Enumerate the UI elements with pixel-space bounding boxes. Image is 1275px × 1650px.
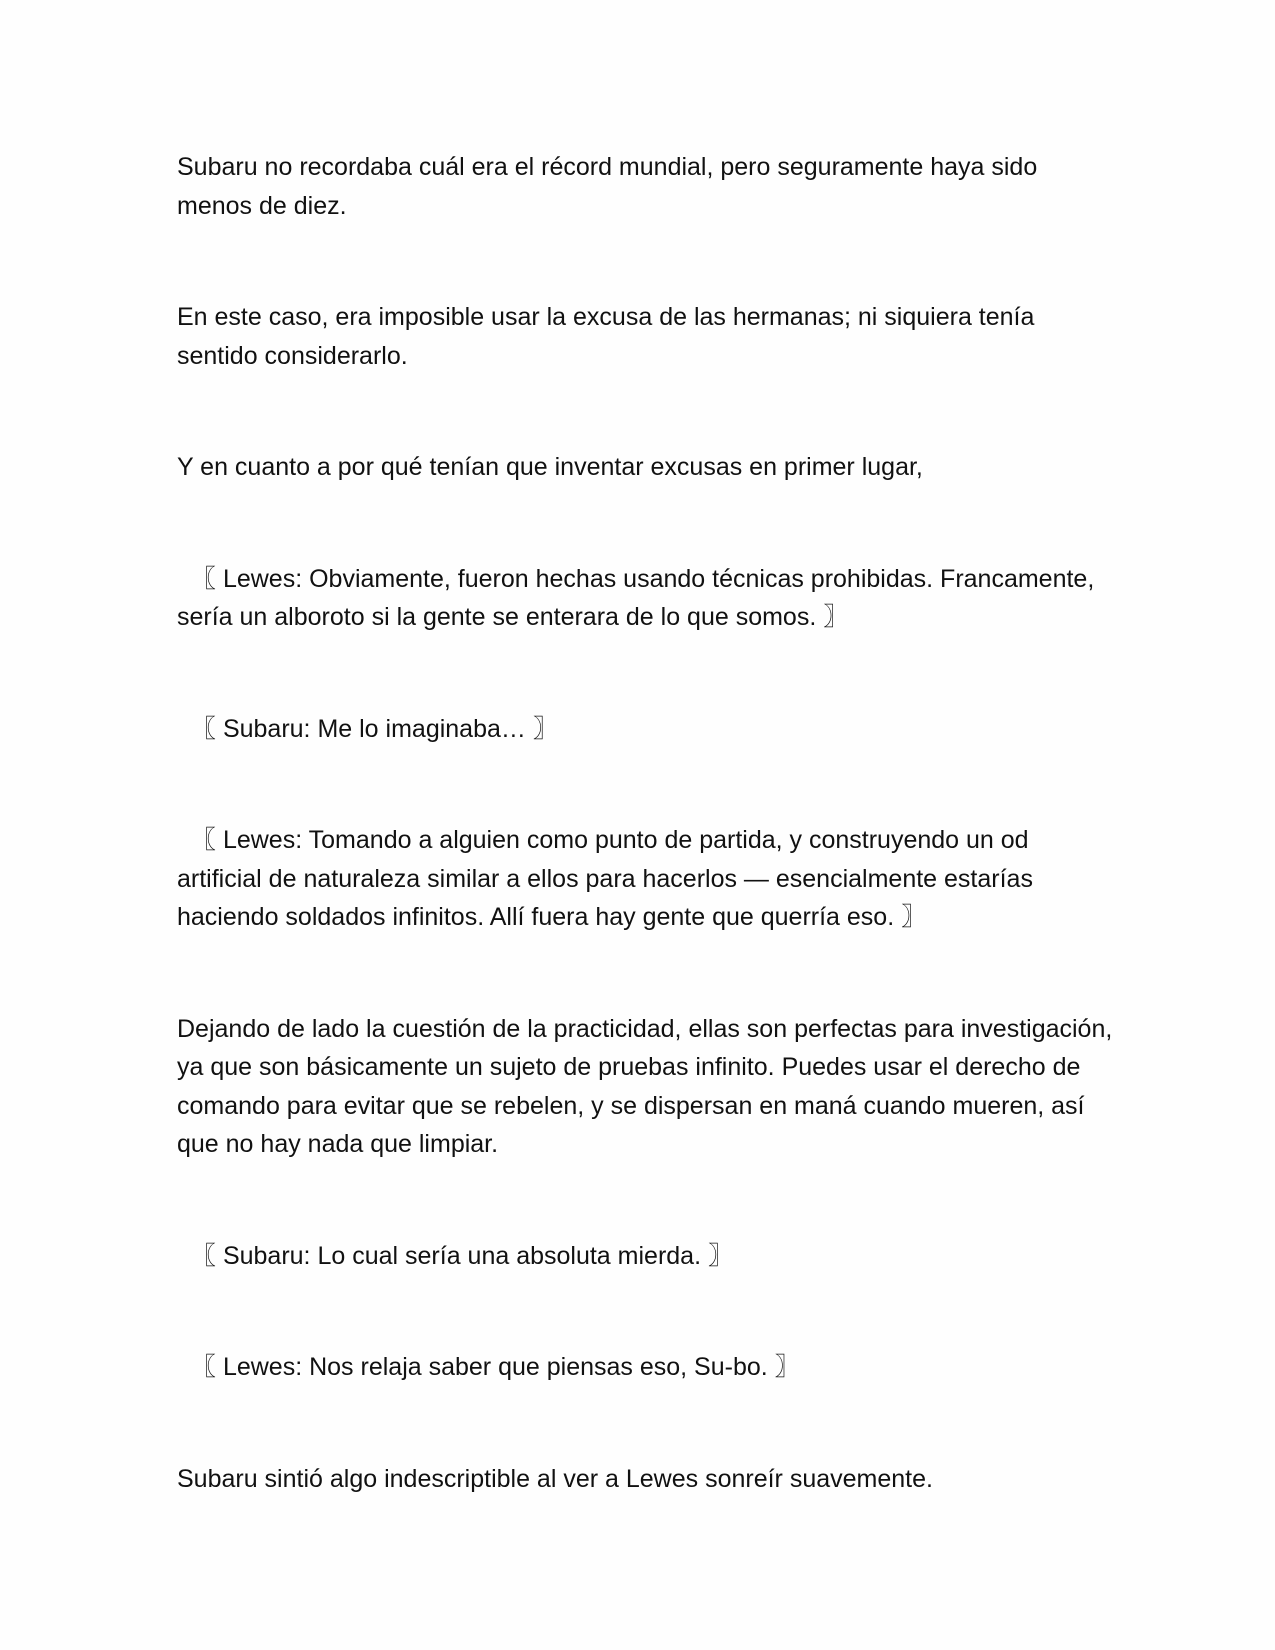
paragraph-dialogue: 〖 Lewes: Nos relaja saber que piensas eso, Su-bo. 〗 (191, 1353, 800, 1381)
paragraph-narration: En este caso, era imposible usar la excusa de las hermanas; ni siquiera tenía sentido considerarlo. (177, 303, 1035, 370)
paragraph-narration: Subaru sintió algo indescriptible al ver a Lewes sonreír suavemente. (177, 1464, 933, 1493)
paragraph-dialogue: 〖 Subaru: Lo cual sería una absoluta mierda. 〗 (191, 1241, 733, 1270)
paragraph-narration: Y en cuanto a por qué tenían que inventar excusas en primer lugar, (177, 453, 923, 481)
paragraph-dialogue: 〖 Lewes: Tomando a alguien como punto de partida, y construyendo un od artificial de naturaleza similar a ellos para hacerlos — esencialmente estarías haciendo soldados infinitos. Allí fuera hay gente que querría eso. 〗 (177, 826, 1033, 931)
paragraph-narration: Dejando de lado la cuestión de la practicidad, ellas son perfectas para investigación, ya que son básicamente un sujeto de pruebas infinito. Puedes usar el derecho de comando para evitar que se rebelen, y se dispersan en maná cuando mueren, así que no hay nada que limpiar. (177, 1014, 1113, 1158)
paragraph-dialogue: 〖 Subaru: Me lo imaginaba… 〗 (191, 714, 558, 743)
paragraph-dialogue: 〖 Lewes: Obviamente, fueron hechas usando técnicas prohibidas. Francamente, sería un alboroto si la gente se enterara de lo que somos. 〗 (177, 564, 1095, 631)
text-body (177, 148, 1117, 1498)
paragraph-narration: Subaru no recordaba cuál era el récord mundial, pero seguramente haya sido menos de diez. (177, 153, 1038, 220)
